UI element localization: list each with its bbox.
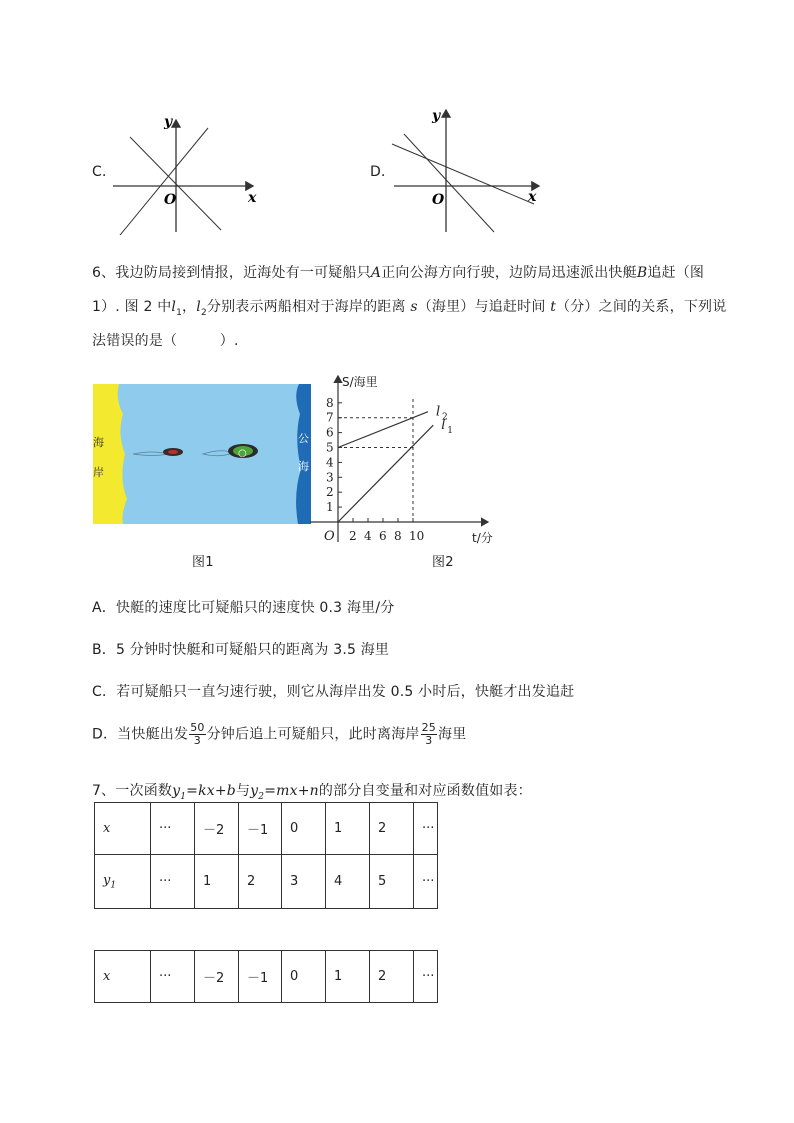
cell: ··· — [151, 951, 195, 1003]
cell: －2 — [195, 803, 239, 855]
sub-1: 1 — [180, 791, 187, 802]
fraction-25-3 — [421, 722, 437, 747]
y-tick-label: 3 — [326, 470, 334, 485]
line-steep — [404, 134, 494, 232]
q6-text: 分别表示两船相对于海岸的距离 — [206, 299, 406, 315]
sub-1: 1 — [110, 880, 117, 891]
cell: 2 — [239, 855, 282, 909]
cell: 1 — [326, 803, 370, 855]
cell: 1 — [326, 951, 370, 1003]
line-increasing — [116, 128, 208, 235]
sub-2: 2 — [258, 791, 265, 802]
var-l1: l — [171, 299, 177, 315]
fig2-caption: 图2 — [432, 555, 454, 570]
option-d — [92, 722, 466, 747]
cell: 3 — [282, 855, 326, 909]
option-c-label: C． — [92, 164, 117, 180]
x-axis-label: t/分 — [472, 531, 493, 545]
numerator: 25 — [421, 721, 436, 734]
cell: 0 — [282, 951, 326, 1003]
cell: 1 — [195, 855, 239, 909]
boat-b-deck — [168, 450, 178, 454]
equation-2: =mx+n — [264, 783, 319, 799]
var-t: t — [550, 299, 557, 315]
q6-line3: 法错误的是（ ）. — [92, 333, 239, 349]
cell-header — [95, 855, 151, 909]
y-tick-label: 8 — [326, 395, 334, 410]
x-tick-label: 4 — [364, 529, 372, 543]
q6-text: ， — [182, 299, 197, 315]
var-s: s — [410, 299, 418, 315]
sea-label-bottom: 海 — [298, 460, 309, 473]
cell: ··· — [414, 855, 438, 909]
x-tick-label: 2 — [349, 529, 357, 543]
var-B: B — [636, 265, 648, 281]
q6-text: 1）. 图 2 中 — [92, 299, 172, 315]
x-tick-label: 10 — [409, 529, 425, 543]
q6-line1 — [92, 262, 704, 282]
x-axis-label: x — [248, 190, 257, 206]
cell: －2 — [195, 951, 239, 1003]
y-tick-label: 7 — [326, 410, 334, 425]
shore-label-top: 海 — [93, 436, 104, 449]
cell: ··· — [151, 803, 195, 855]
q6-text: （分）之间的关系，下列说 — [556, 299, 727, 315]
var-y: y — [103, 872, 111, 888]
y-tick-label: 2 — [326, 485, 334, 500]
series-line-l1 — [338, 425, 433, 522]
series-label: l — [441, 418, 446, 434]
q6-text: 6、我边防局接到情报，近海处有一可疑船只 — [92, 265, 371, 281]
graph-d — [384, 104, 544, 234]
series-label-subscript: 2 — [442, 412, 448, 423]
var-y2: y — [250, 783, 259, 799]
origin-label: O — [432, 192, 445, 208]
cell: 4 — [326, 855, 370, 909]
high-sea-right — [296, 384, 311, 524]
x-axis-label: x — [528, 189, 537, 205]
q6-text: 正向公海方向行驶，边防局迅速派出快艇 — [381, 265, 637, 281]
cell: 5 — [370, 855, 414, 909]
denominator: 3 — [425, 734, 433, 747]
var-l2: l — [196, 299, 201, 315]
y-tick-label: 6 — [326, 425, 334, 440]
figure2-chart — [310, 370, 600, 550]
sea-label-top: 公 — [298, 432, 309, 445]
cell: 0 — [282, 803, 326, 855]
var-y1: y — [172, 783, 181, 799]
q7-text: 7、一次函数 — [92, 783, 173, 799]
q6-text: 追赶（图 — [647, 265, 705, 281]
q6-text: （海里）与追赶时间 — [417, 299, 546, 315]
denominator: 3 — [193, 734, 201, 747]
cell-header: x — [95, 951, 151, 1003]
table-row — [95, 803, 438, 855]
y-axis-label: S/海里 — [342, 375, 378, 389]
table-row — [95, 855, 438, 909]
y-axis-label: y — [164, 114, 173, 130]
option-d-text: 海里 — [438, 726, 467, 743]
cell: ··· — [151, 855, 195, 909]
line-shallow — [392, 144, 534, 204]
figure1-sea — [93, 384, 311, 524]
series-label: l — [436, 404, 441, 420]
y-axis-label: y — [432, 108, 441, 124]
numerator: 50 — [190, 721, 205, 734]
origin-label: O — [324, 529, 335, 544]
var-A: A — [370, 265, 382, 281]
table-y1 — [94, 802, 438, 909]
option-d-label: D． — [370, 164, 396, 180]
series-label-subscript: 1 — [447, 426, 453, 437]
y-tick-label: 4 — [326, 455, 334, 470]
graph-c — [108, 110, 268, 235]
series-line-l2 — [338, 412, 428, 448]
cell: 2 — [370, 803, 414, 855]
q7-intro — [92, 780, 532, 802]
q6-line2: 1）. 图 2 中$l_1$，$l_2$分别表示两船相对于海岸的距离 s（海里）与追赶时间 t（分）之间的关系，下列说 — [92, 299, 727, 318]
option-b: B．5 分钟时快艇和可疑船只的距离为 3.5 海里 — [92, 642, 390, 658]
x-tick-label: 6 — [379, 529, 387, 543]
table-y2 — [94, 950, 438, 1003]
cell: ··· — [414, 803, 438, 855]
table-row — [95, 951, 438, 1003]
cell: ··· — [414, 951, 438, 1003]
equation-1: =kx+b — [186, 783, 236, 799]
boat-a-marker: ○ — [238, 448, 247, 459]
y-tick-label: 1 — [326, 500, 334, 515]
option-d-text: D．当快艇出发 — [92, 726, 189, 743]
q7-text: 的部分自变量和对应函数值如表： — [318, 783, 532, 799]
cell: －1 — [239, 803, 282, 855]
option-a: A．快艇的速度比可疑船只的速度快 0.3 海里/分 — [92, 600, 395, 616]
fig1-caption: 图1 — [192, 555, 214, 570]
q7-text: 与 — [235, 783, 251, 799]
cell: －1 — [239, 951, 282, 1003]
option-d-text: 分钟后追上可疑船只，此时离海岸 — [206, 726, 420, 743]
cell-header: x — [95, 803, 151, 855]
fraction-50-3 — [189, 722, 205, 747]
y-tick-label: 5 — [326, 440, 334, 455]
origin-label: O — [164, 192, 177, 208]
cell: 2 — [370, 951, 414, 1003]
x-tick-label: 8 — [394, 529, 402, 543]
shore-label-bottom: 岸 — [93, 466, 104, 479]
option-c: C．若可疑船只一直匀速行驶，则它从海岸出发 0.5 小时后，快艇才出发追赶 — [92, 684, 575, 700]
